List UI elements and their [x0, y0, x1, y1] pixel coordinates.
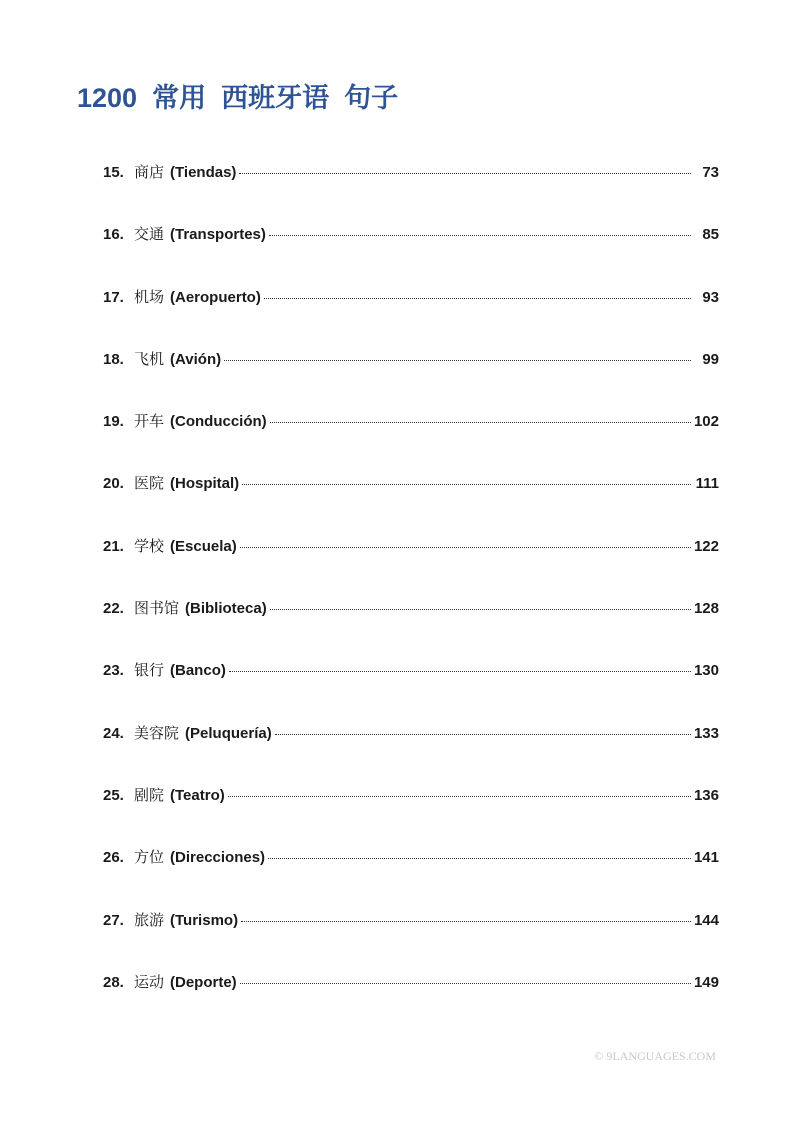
dot-leader — [241, 920, 691, 922]
toc-entry-chinese-title: 图书馆 — [134, 600, 180, 618]
toc-entry-page-number: 149 — [693, 973, 719, 991]
toc-entry-number: 24. — [103, 724, 124, 742]
toc-entry-number: 27. — [103, 911, 124, 929]
toc-entry-spanish-title: (Banco) — [170, 662, 226, 680]
toc-entry-page-number: 141 — [693, 849, 719, 867]
toc-entry[interactable] — [103, 906, 719, 968]
toc-entry-page-number: 99 — [702, 350, 719, 368]
toc-entry-chinese-title: 运动 — [134, 973, 165, 991]
toc-entry-number: 21. — [103, 537, 124, 555]
toc-entry-spanish-title: (Tiendas) — [170, 164, 237, 181]
toc-entry-number: 26. — [103, 849, 124, 867]
toc-entry-page-number: 133 — [693, 724, 719, 742]
toc-entry-spanish-title: (Direcciones) — [170, 849, 266, 867]
toc-entry-number: 23. — [103, 662, 124, 680]
dot-leader — [228, 795, 691, 797]
toc-entry-number: 20. — [103, 475, 124, 493]
toc-entry[interactable] — [103, 968, 719, 1030]
toc-entry-spanish-title: (Turismo) — [170, 911, 239, 929]
dot-leader — [239, 172, 691, 174]
toc-entry-spanish-title: (Teatro) — [170, 786, 225, 804]
toc-entry-page-number: 144 — [693, 911, 719, 929]
toc-entry-number: 22. — [103, 600, 124, 618]
dot-leader — [240, 982, 691, 984]
toc-entry-chinese-title: 旅游 — [134, 911, 165, 929]
toc-entry-page-number: 122 — [693, 537, 719, 555]
toc-entry[interactable] — [103, 158, 719, 220]
toc-entry-spanish-title: (Hospital) — [170, 475, 240, 493]
toc-entry-spanish-title: (Avión) — [170, 350, 222, 368]
toc-entry-page-number: 73 — [702, 164, 719, 181]
dot-leader — [242, 483, 691, 485]
toc-entry[interactable] — [103, 469, 719, 531]
toc-entry-number: 19. — [103, 413, 124, 431]
toc-entry-chinese-title: 学校 — [134, 537, 165, 555]
dot-leader — [275, 733, 691, 735]
toc-entry-number: 16. — [103, 226, 124, 244]
toc-entry-chinese-title: 交通 — [134, 226, 165, 244]
toc-entry-page-number: 85 — [702, 226, 719, 244]
toc-entry[interactable] — [103, 220, 719, 282]
toc-entry-chinese-title: 剧院 — [134, 786, 165, 804]
toc-entry-number: 28. — [103, 973, 124, 991]
toc-entry-number: 17. — [103, 288, 124, 306]
toc-entry-number: 18. — [103, 350, 124, 368]
dot-leader — [268, 857, 691, 859]
toc-entry[interactable] — [103, 656, 719, 718]
toc-entry-chinese-title: 银行 — [134, 662, 165, 680]
table-of-contents — [103, 158, 719, 1030]
page-title: 1200 常用 西班牙语 句子 — [77, 83, 399, 113]
toc-entry-page-number: 130 — [693, 662, 719, 680]
toc-entry[interactable] — [103, 594, 719, 656]
toc-entry-page-number: 111 — [695, 475, 719, 493]
dot-leader — [264, 297, 691, 299]
toc-entry-number: 25. — [103, 786, 124, 804]
toc-entry-chinese-title: 商店 — [134, 164, 165, 181]
toc-entry-page-number: 128 — [693, 600, 719, 618]
toc-entry[interactable] — [103, 843, 719, 905]
toc-entry-spanish-title: (Conducción) — [170, 413, 267, 431]
dot-leader — [240, 546, 691, 548]
toc-entry[interactable] — [103, 781, 719, 843]
copyright-footer: © 9LANGUAGES.COM — [594, 1049, 716, 1063]
dot-leader — [270, 608, 691, 610]
toc-entry-spanish-title: (Peluquería) — [185, 724, 272, 742]
toc-entry-chinese-title: 开车 — [134, 413, 165, 431]
toc-entry-chinese-title: 飞机 — [134, 350, 165, 368]
toc-entry-spanish-title: (Aeropuerto) — [170, 288, 261, 306]
toc-entry-number: 15. — [103, 164, 124, 181]
toc-entry[interactable] — [103, 345, 719, 407]
toc-entry-spanish-title: (Transportes) — [170, 226, 266, 244]
toc-entry-page-number: 136 — [693, 786, 719, 804]
toc-entry-chinese-title: 医院 — [134, 475, 165, 493]
toc-entry-spanish-title: (Biblioteca) — [185, 600, 267, 618]
dot-leader — [270, 421, 691, 423]
toc-entry-spanish-title: (Escuela) — [170, 537, 237, 555]
dot-leader — [229, 670, 691, 672]
toc-entry[interactable] — [103, 532, 719, 594]
toc-entry-spanish-title: (Deporte) — [170, 973, 237, 991]
toc-entry-chinese-title: 美容院 — [134, 724, 180, 742]
toc-entry-chinese-title: 机场 — [134, 288, 165, 306]
toc-entry[interactable] — [103, 407, 719, 469]
toc-entry-page-number: 93 — [702, 288, 719, 306]
toc-entry[interactable] — [103, 719, 719, 781]
toc-entry-page-number: 102 — [693, 413, 719, 431]
toc-entry-chinese-title: 方位 — [134, 849, 165, 867]
dot-leader — [269, 234, 691, 236]
dot-leader — [224, 359, 691, 361]
toc-entry[interactable] — [103, 283, 719, 345]
